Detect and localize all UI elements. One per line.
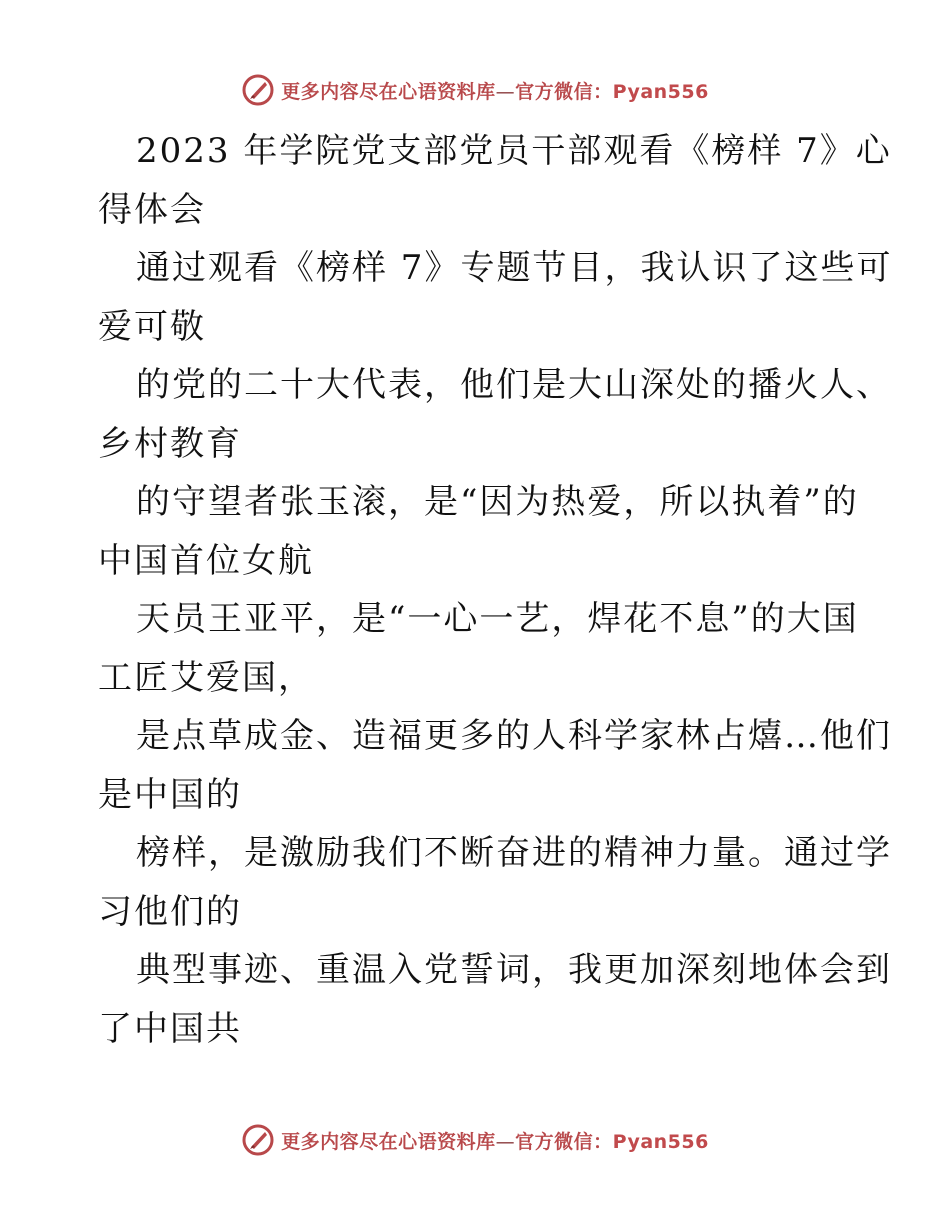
red-feather-pen-logo-icon: [241, 73, 275, 107]
document-body: [98, 122, 893, 1058]
text-line: 2023 年学院党支部党员干部观看《榜样 7》心: [136, 131, 892, 171]
text-line: 通过观看《榜样 7》专题节目，我认识了这些可: [136, 248, 893, 288]
watermark-text: [281, 77, 709, 104]
text-line: 榜样，是激励我们不断奋进的精神力量。通过学: [136, 833, 892, 873]
text-line: 的守望者张玉滚，是“因为热爱，所以执着”的: [136, 482, 859, 522]
text-line: 了中国共: [98, 1008, 242, 1049]
text-line: 的党的二十大代表，他们是大山深处的播火人、: [136, 365, 892, 405]
watermark-separator: —: [495, 1130, 516, 1153]
watermark-separator: —: [495, 80, 516, 103]
text-line: 爱可敬: [98, 306, 206, 347]
text-line: 得体会: [98, 189, 206, 230]
red-feather-pen-logo-icon: [241, 1123, 275, 1157]
watermark-main: 更多内容尽在心语资料库: [281, 80, 496, 103]
header-watermark: [0, 70, 950, 110]
text-line: 乡村教育: [98, 423, 242, 464]
text-line: 是中国的: [98, 774, 242, 815]
watermark-text: [281, 1127, 709, 1154]
footer-watermark: [0, 1120, 950, 1160]
watermark-official: 官方微信：: [515, 1130, 613, 1153]
text-line: 工匠艾爱国，: [98, 657, 314, 698]
watermark-wechat-id: Pyan556: [612, 80, 709, 103]
watermark-wechat-id: Pyan556: [612, 1130, 709, 1153]
text-line: 典型事迹、重温入党誓词，我更加深刻地体会到: [136, 950, 892, 990]
text-line: 天员王亚平，是“一心一艺，焊花不息”的大国: [136, 599, 859, 639]
watermark-main: 更多内容尽在心语资料库: [281, 1130, 496, 1153]
text-line: 是点草成金、造福更多的人科学家林占熺…他们: [136, 716, 892, 756]
watermark-official: 官方微信：: [515, 80, 613, 103]
text-line: 中国首位女航: [98, 540, 314, 581]
text-line: 习他们的: [98, 891, 242, 932]
